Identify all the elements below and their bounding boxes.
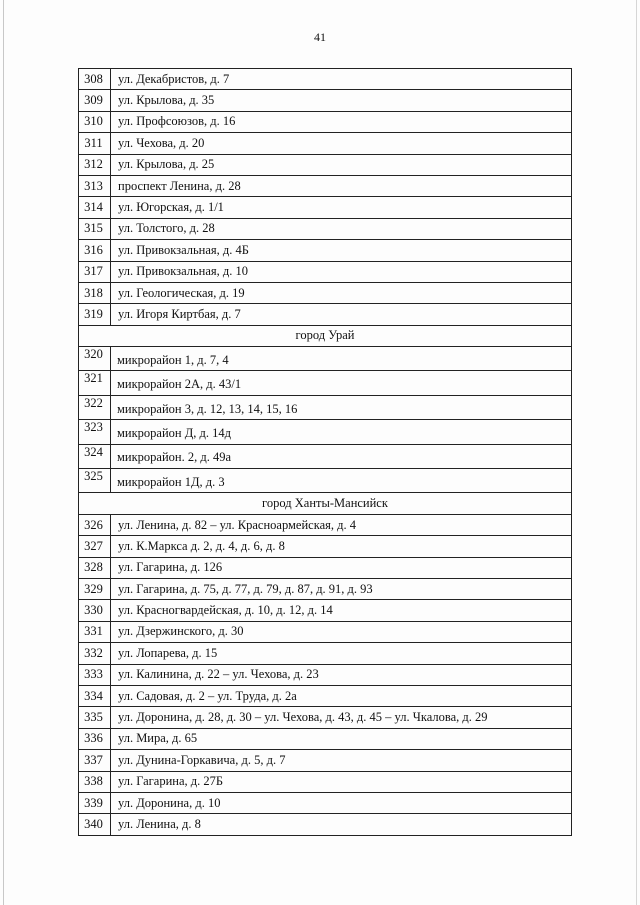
row-number: 324 [79,444,111,468]
row-address: ул. К.Маркса д. 2, д. 4, д. 6, д. 8 [111,536,572,557]
row-number: 322 [79,395,111,419]
table-row [79,514,572,535]
row-address: ул. Чехова, д. 20 [111,133,572,154]
table-row [79,133,572,154]
row-number: 316 [79,240,111,261]
row-address: ул. Гагарина, д. 75, д. 77, д. 79, д. 87, д. 91, д. 93 [111,578,572,599]
table-row [79,347,572,371]
row-number: 340 [79,814,111,835]
row-address: ул. Доронина, д. 10 [111,792,572,813]
table-row [79,792,572,813]
row-number: 320 [79,347,111,371]
row-address: ул. Декабристов, д. 7 [111,69,572,90]
section-header-row [79,325,572,346]
row-address: ул. Профсоюзов, д. 16 [111,111,572,132]
table-row [79,371,572,395]
row-number: 334 [79,685,111,706]
row-number: 327 [79,536,111,557]
row-address: ул. Привокзальная, д. 4Б [111,240,572,261]
table-row [79,90,572,111]
table-row [79,728,572,749]
table-row [79,261,572,282]
table-row [79,771,572,792]
scan-edge-left [3,0,4,905]
row-number: 333 [79,664,111,685]
row-number: 332 [79,643,111,664]
table-row [79,240,572,261]
row-address: ул. Игоря Киртбая, д. 7 [111,304,572,325]
table-row [79,707,572,728]
row-number: 321 [79,371,111,395]
table-row [79,175,572,196]
address-table [78,68,572,836]
row-address: проспект Ленина, д. 28 [111,175,572,196]
row-address: ул. Дзержинского, д. 30 [111,621,572,642]
table-row [79,282,572,303]
table-row [79,218,572,239]
row-number: 319 [79,304,111,325]
row-address: ул. Ленина, д. 8 [111,814,572,835]
table-row [79,600,572,621]
table-row [79,557,572,578]
row-number: 308 [79,69,111,90]
row-address: ул. Доронина, д. 28, д. 30 – ул. Чехова, д. 43, д. 45 – ул. Чкалова, д. 29 [111,707,572,728]
table-row [79,111,572,132]
row-address: ул. Ленина, д. 82 – ул. Красноармейская, д. 4 [111,514,572,535]
table-row [79,420,572,444]
row-number: 310 [79,111,111,132]
table-row [79,643,572,664]
row-address: микрорайон 3, д. 12, 13, 14, 15, 16 [111,395,572,419]
row-address: микрорайон 2А, д. 43/1 [111,371,572,395]
section-title: город Ханты-Мансийск [79,493,572,514]
table-row [79,444,572,468]
row-address: ул. Дунина-Горкавича, д. 5, д. 7 [111,750,572,771]
section-title: город Урай [79,325,572,346]
row-number: 331 [79,621,111,642]
row-number: 326 [79,514,111,535]
row-number: 325 [79,469,111,493]
table-row [79,154,572,175]
row-address: ул. Мира, д. 65 [111,728,572,749]
scan-edge-right [636,0,637,905]
row-number: 311 [79,133,111,154]
section-header-row [79,493,572,514]
table-row [79,664,572,685]
row-number: 313 [79,175,111,196]
row-number: 339 [79,792,111,813]
row-number: 312 [79,154,111,175]
table-row [79,750,572,771]
table-row [79,578,572,599]
row-address: ул. Калинина, д. 22 – ул. Чехова, д. 23 [111,664,572,685]
row-number: 315 [79,218,111,239]
table-row [79,395,572,419]
table-row [79,197,572,218]
table-row [79,69,572,90]
row-address: микрорайон 1Д, д. 3 [111,469,572,493]
row-address: ул. Гагарина, д. 126 [111,557,572,578]
row-address: ул. Красногвардейская, д. 10, д. 12, д. 14 [111,600,572,621]
row-number: 328 [79,557,111,578]
row-number: 318 [79,282,111,303]
row-address: микрорайон 1, д. 7, 4 [111,347,572,371]
row-address: ул. Садовая, д. 2 – ул. Труда, д. 2а [111,685,572,706]
row-address: ул. Крылова, д. 35 [111,90,572,111]
row-number: 337 [79,750,111,771]
row-number: 323 [79,420,111,444]
table-row [79,469,572,493]
row-number: 338 [79,771,111,792]
row-address: ул. Гагарина, д. 27Б [111,771,572,792]
row-address: ул. Геологическая, д. 19 [111,282,572,303]
row-number: 317 [79,261,111,282]
table-row [79,536,572,557]
table-row [79,304,572,325]
row-address: ул. Югорская, д. 1/1 [111,197,572,218]
table-row [79,685,572,706]
row-number: 330 [79,600,111,621]
row-number: 314 [79,197,111,218]
table-row [79,814,572,835]
row-address: микрорайон Д, д. 14д [111,420,572,444]
row-number: 329 [79,578,111,599]
row-address: микрорайон. 2, д. 49а [111,444,572,468]
row-address: ул. Крылова, д. 25 [111,154,572,175]
row-number: 336 [79,728,111,749]
row-address: ул. Толстого, д. 28 [111,218,572,239]
table-row [79,621,572,642]
page-number: 41 [314,30,326,44]
address-table-body [79,69,572,836]
row-address: ул. Привокзальная, д. 10 [111,261,572,282]
row-number: 335 [79,707,111,728]
row-address: ул. Лопарева, д. 15 [111,643,572,664]
row-number: 309 [79,90,111,111]
